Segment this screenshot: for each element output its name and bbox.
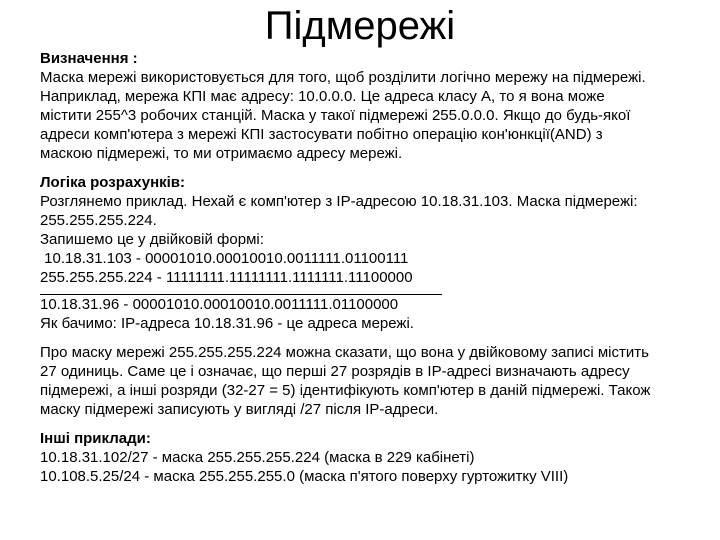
logic-result-line: Як бачимо: IP-адреса 10.18.31.96 - це адреса мережі.	[40, 315, 414, 332]
logic-line: Запишемо це у двійковій формі:	[40, 231, 264, 248]
logic-line: 10.18.31.103 - 00001010.00010010.0011111.01100111	[40, 250, 409, 267]
page-title: Підмережі	[264, 4, 456, 48]
divider-rule	[40, 287, 442, 295]
definition-line: адреси комп'ютера з мережі КПІ застосувати побітно операцію кон'юнкції(AND) з	[40, 126, 603, 143]
logic-result-line: 10.18.31.96 - 00001010.00010010.0011111.01100000	[40, 296, 399, 313]
definition-line: Наприклад, мережа КПІ має адресу: 10.0.0.0. Це адреса класу А, то я вона може	[40, 88, 605, 105]
other-example-line: 10.108.5.25/24 - маска 255.255.255.0 (маска п'ятого поверху гуртожитку VIII)	[40, 468, 569, 485]
slide-body	[40, 49, 710, 486]
mask-explanation-line: маску підмережі записують у вигляді /27 після IP-адреси.	[40, 401, 439, 418]
definition-line: містити 255^3 робочих станцій. Маска у такої підмережі 255.0.0.0. Якщо до будь-якої	[40, 107, 631, 124]
spacer	[40, 163, 710, 173]
spacer	[40, 419, 710, 429]
mask-explanation-line: підмережі, а інші розряди (32-27 = 5) ідентифікують комп'ютер в даній підмережі. Також	[40, 382, 651, 399]
logic-line: Розглянемо приклад. Нехай є комп'ютер з IP-адресою 10.18.31.103. Маска підмережі:	[40, 193, 638, 210]
logic-heading: Логіка розрахунків:	[40, 174, 186, 191]
definition-line: Маска мережі використовується для того, щоб розділити логічно мережу на підмережі.	[40, 69, 646, 86]
mask-explanation-line: 27 одиниць. Саме це і означає, що перші 27 розрядів в IP-адресі визначають адресу	[40, 363, 630, 380]
mask-explanation-line: Про маску мережі 255.255.255.224 можна сказати, що вона у двійковому записі містить	[40, 344, 649, 361]
definition-line: маскою підмережі, то ми отримаємо адресу мережі.	[40, 145, 403, 162]
other-example-line: 10.18.31.102/27 - маска 255.255.255.224 (маска в 229 кабінеті)	[40, 449, 475, 466]
logic-line: 255.255.255.224 - 11111111.11111111.1111111.11100000	[40, 269, 413, 286]
logic-line: 255.255.255.224.	[40, 212, 157, 229]
other-examples-heading: Інші приклади:	[40, 430, 151, 447]
spacer	[40, 333, 710, 343]
definition-heading: Визначення :	[40, 50, 138, 67]
